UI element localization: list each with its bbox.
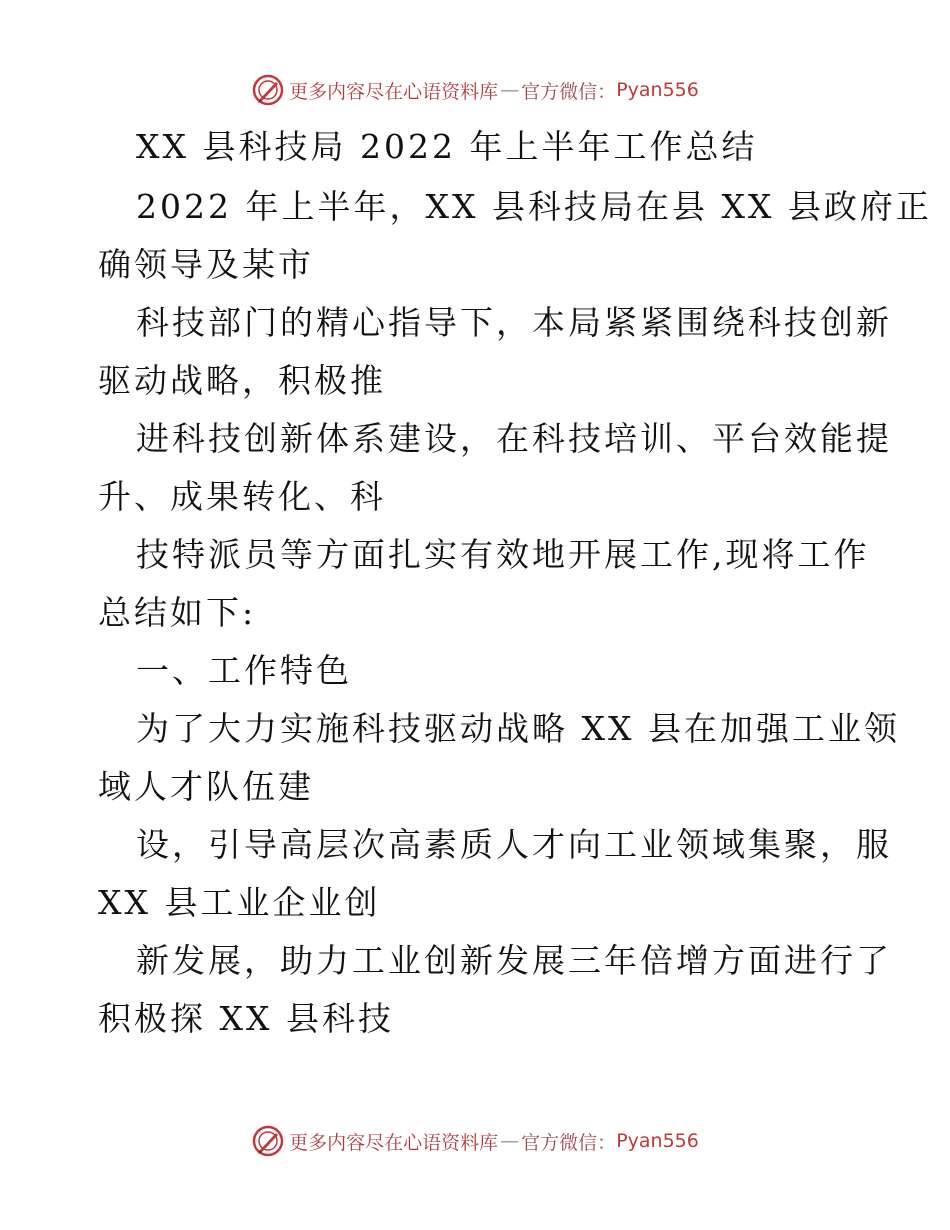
paragraph-line: 域人才队伍建 (98, 767, 314, 806)
pen-logo-icon (251, 73, 285, 107)
paragraph-line: 升、成果转化、科 (98, 477, 386, 516)
header-banner (0, 70, 950, 110)
document-title: XX 县科技局 2022 年上半年工作总结 (136, 127, 758, 166)
banner-account: Pyan556 (616, 1130, 699, 1152)
paragraph-line: 技特派员等方面扎实有效地开展工作,现将工作 (136, 535, 870, 574)
paragraph-line: 积极探 XX 县科技 (98, 999, 394, 1038)
paragraph-line: 设，引导高层次高素质人才向工业领域集聚，服 (136, 825, 892, 864)
paragraph-line: 为了大力实施科技驱动战略 XX 县在加强工业领 (136, 709, 900, 748)
pen-logo-icon (251, 1124, 285, 1158)
footer-banner (0, 1121, 950, 1161)
banner-separator: — (500, 79, 520, 101)
banner-text: 更多内容尽在心语资料库 (289, 1131, 499, 1154)
banner-separator: — (500, 1130, 520, 1152)
section-heading: 一、工作特色 (136, 651, 352, 690)
banner-wechat-label: 官方微信： (521, 80, 617, 103)
banner-text: 更多内容尽在心语资料库 (289, 80, 499, 103)
paragraph-line: XX 县工业企业创 (98, 883, 381, 922)
paragraph-line: 进科技创新体系建设，在科技培训、平台效能提 (136, 419, 892, 458)
paragraph-line: 新发展，助力工业创新发展三年倍增方面进行了 (136, 941, 892, 980)
paragraph-line: 2022 年上半年，XX 县科技局在县 XX 县政府正 (136, 187, 932, 226)
paragraph-line: 确领导及某市 (98, 245, 314, 284)
paragraph-line: 驱动战略，积极推 (98, 361, 386, 400)
banner-account: Pyan556 (616, 79, 699, 101)
paragraph-line: 总结如下: (98, 593, 257, 632)
banner-wechat-label: 官方微信： (521, 1131, 617, 1154)
paragraph-line: 科技部门的精心指导下，本局紧紧围绕科技创新 (136, 303, 892, 342)
